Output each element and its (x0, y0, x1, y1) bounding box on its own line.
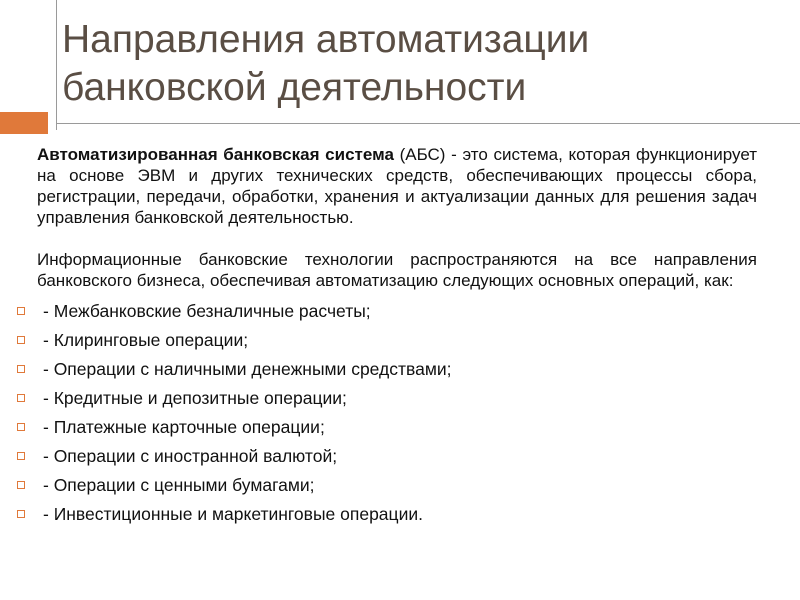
list-item (17, 384, 757, 413)
hollow-square-bullet-icon (17, 481, 25, 489)
definition-paragraph (37, 144, 757, 228)
list-item-text: - Межбанковские безналичные расчеты; (43, 301, 371, 321)
list-item-text: - Операции с наличными денежными средствами; (43, 359, 452, 379)
list-item (17, 355, 757, 384)
list-item-text: - Кредитные и депозитные операции; (43, 388, 347, 408)
list-item-text: - Клиринговые операции; (43, 330, 249, 350)
slide-body (37, 144, 757, 529)
list-item (17, 471, 757, 500)
definition-text: (АБС) - это система, которая функционирует на основе ЭВМ и других технических средств, обеспечивающих процессы сбора, регистрации, передачи, обработки, хранения и актуализации данных для решения задач управления банковской деятельностью. (37, 145, 757, 227)
list-item (17, 442, 757, 471)
list-item (17, 326, 757, 355)
operations-list (37, 297, 757, 529)
intro-paragraph: Информационные банковские технологии распространяются на все направления банковского бизнеса, обеспечивая автоматизацию следующих основных операций, как: (37, 250, 757, 290)
list-item-text: - Операции с иностранной валютой; (43, 446, 338, 466)
title-horizontal-rule (56, 123, 800, 124)
slide-title: Направления автоматизации банковской деятельности (62, 18, 590, 109)
hollow-square-bullet-icon (17, 452, 25, 460)
list-item (17, 413, 757, 442)
list-item (17, 297, 757, 326)
hollow-square-bullet-icon (17, 394, 25, 402)
title-vertical-rule (56, 0, 57, 130)
definition-term: Автоматизированная банковская система (37, 145, 394, 164)
hollow-square-bullet-icon (17, 307, 25, 315)
hollow-square-bullet-icon (17, 510, 25, 518)
list-item-text: - Операции с ценными бумагами; (43, 475, 315, 495)
list-item-text: - Инвестиционные и маркетинговые операции. (43, 504, 423, 524)
hollow-square-bullet-icon (17, 365, 25, 373)
hollow-square-bullet-icon (17, 423, 25, 431)
hollow-square-bullet-icon (17, 336, 25, 344)
accent-square (0, 112, 48, 134)
list-item-text: - Платежные карточные операции; (43, 417, 325, 437)
list-item (17, 500, 757, 529)
